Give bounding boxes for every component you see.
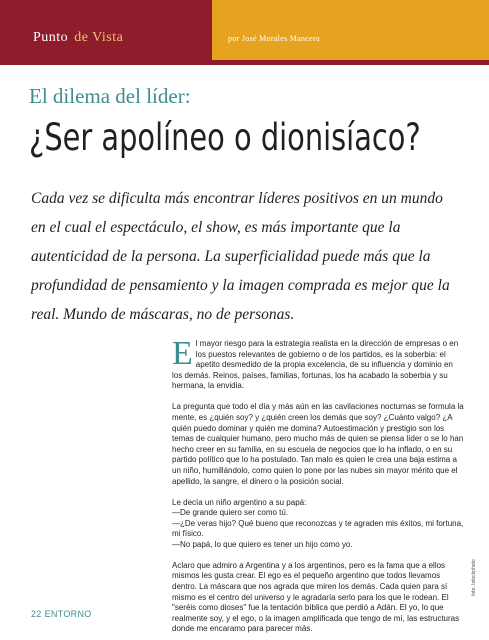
body-paragraph-1 — [172, 335, 464, 392]
article-body — [172, 335, 464, 640]
page-folio — [31, 609, 92, 619]
article-headline: ¿Ser apolíneo o dionisíaco? — [29, 116, 421, 159]
body-paragraph-3 — [172, 498, 464, 551]
drop-cap: E — [172, 335, 193, 372]
body-paragraph-1-text: l mayor riesgo para la estrategia realista en la dirección de empresas o en los puestos relevantes de gobierno o de los partidos, es la soberbia: el apetito desmedido de la propia excelencia, de su influencia y dominio en los demás. Reinos, países, familias, fortunas, los ha acabado la soberbia y su hermana, la envidia. — [172, 339, 459, 391]
section-label — [33, 30, 123, 46]
photo-credit: foto: Istockphoto — [471, 559, 477, 596]
article-lede: Cada vez se dificulta más encontrar líderes positivos en un mundo en el cual el espectáculo, el show, es más importante que la autenticidad de la persona. La superficialidad puede más que la profundidad de pensamiento y la imagen comprada es mejor que la real. Mundo de máscaras, no de personas. — [31, 190, 450, 323]
anecdote-line-1: Le decía un niño argentino a su papá: — [172, 497, 307, 507]
anecdote-line-2: —De grande quiero ser como tú. — [172, 508, 289, 518]
body-paragraph-2: La pregunta que todo el día y más aún en las cavilaciones nocturnas se formula la mente, es ¿quién soy? y ¿quién creen los demás que soy? ¿Cuánto valgo? ¿A quién puedo dominar y quién me domina? Autoestimación y prestigio son los temas de cualquier humano, pero mucho más de quien se piensa líder o se lo han hecho creer en su familia, en su escuela de negocios que lo ha inflado, o en su partido político que lo ha postulado. Tan malo es quien le crea una baja estima a un niño, humillándolo, como quien lo pone por las nubes sin mayor mérito que el apellido, la sangre, el dinero o la posición social. — [172, 402, 464, 486]
section-label-word-2: de Vista — [74, 30, 124, 45]
magazine-name: ENTORNO — [44, 609, 92, 619]
header-divider — [0, 60, 489, 65]
article-kicker: El dilema del líder: — [29, 84, 191, 108]
anecdote-line-3: —¿De veras hijo? Qué bueno que reconozcas y te agraden mis éxitos, mi fortuna, mi físico. — [172, 518, 464, 539]
page-number: 22 — [31, 609, 42, 619]
header-orange-block — [212, 0, 489, 60]
body-paragraph-4: Aclaro que admiro a Argentina y a los argentinos, pero es la fama que a ellos mismos les gusta crear. El ego es el pequeño argentino que todos llevamos dentro. La máscara que nos agrada que miren los demás. Cada quien para sí mismo es el centro del universo y le agradaría serlo para los que le rodean. El "seréis como dioses" fue la tentación bíblica que perdió a Adán. El yo, lo que realmente soy, y el ego, o la imagen amplificada que tengo de mí, las estructuras donde me encaramo para parecer más. — [172, 560, 460, 634]
section-label-word-1: Punto — [33, 30, 69, 45]
author-byline: por José Morales Mancera — [228, 34, 320, 43]
anecdote-line-4: —No papá, lo que quiero es tener un hijo como yo. — [172, 539, 353, 549]
page-header — [0, 0, 489, 60]
